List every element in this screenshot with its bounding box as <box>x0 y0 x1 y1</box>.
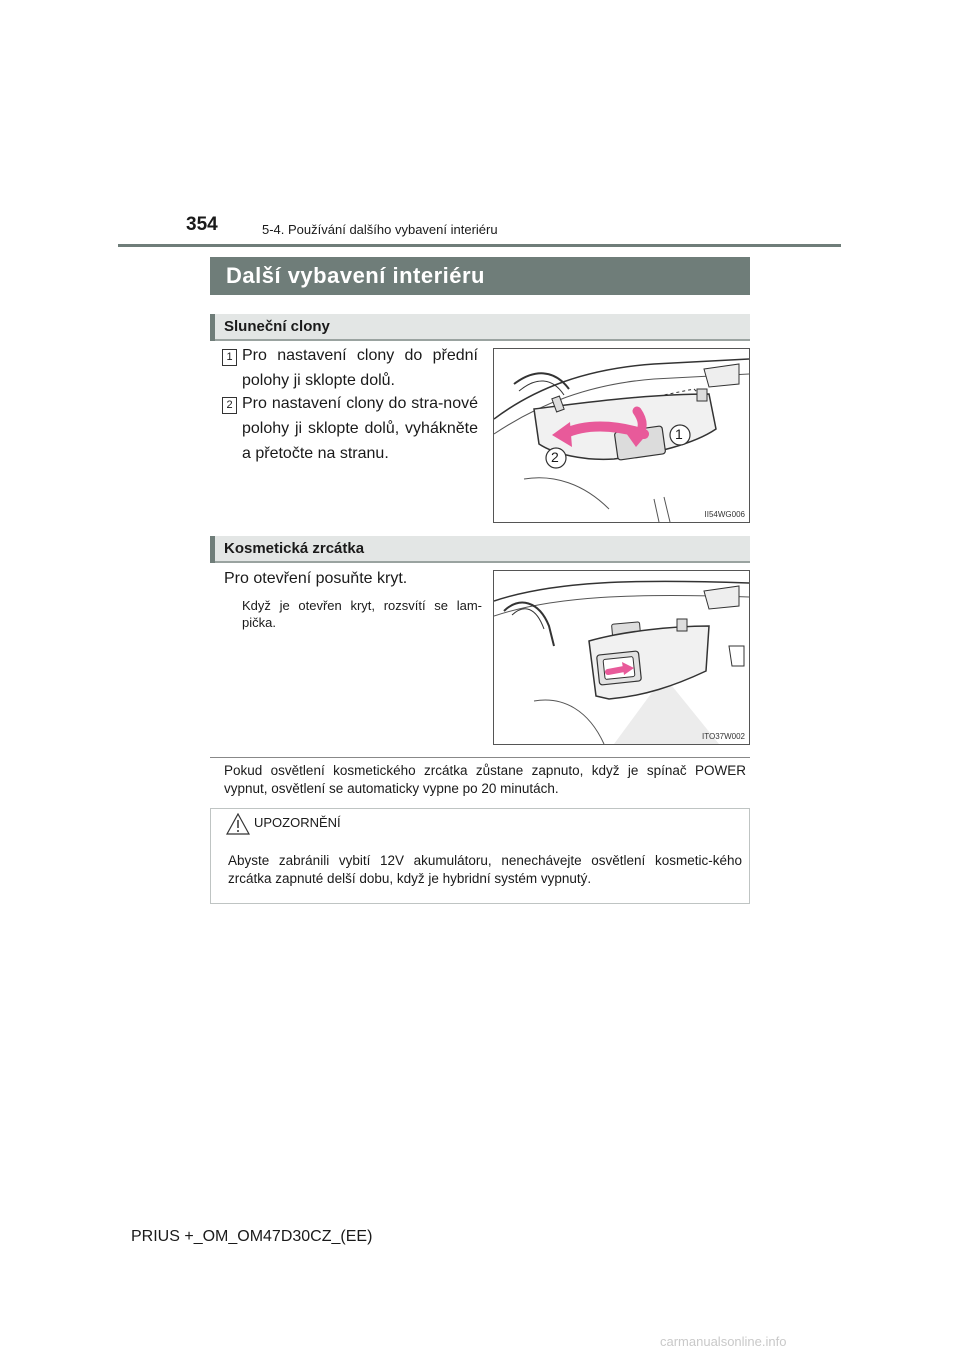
callout-2: 2 <box>551 449 559 465</box>
page-number: 354 <box>186 214 218 235</box>
vanity-mirrors-heading: Kosmetická zrcátka <box>224 540 365 557</box>
vanity-instruction: Pro otevření posuňte kryt. <box>224 570 408 587</box>
sun-visor-figure <box>493 348 750 523</box>
step-1-text: Pro nastavení clony do přední polohy ji sklopte dolů. <box>242 347 478 389</box>
vanity-mirrors-heading-stripe <box>210 536 215 563</box>
warning-triangle-icon <box>226 813 250 840</box>
step-1-number: 1 <box>222 349 237 366</box>
header-rule <box>118 244 841 247</box>
section-header: 5-4. Používání dalšího vybavení interiéru <box>262 222 498 237</box>
note-text: Pokud osvětlení kosmetického zrcátka zůstane zapnuto, když je spínač POWER vypnut, osvětlení se automaticky vypne po 20 minutách. <box>224 763 746 796</box>
vanity-mirror-illustration <box>494 571 749 744</box>
sun-visors-heading: Sluneční clony <box>224 318 330 335</box>
note-rule <box>210 757 750 758</box>
sun-visor-illustration <box>494 349 749 522</box>
footer-document-id: PRIUS +_OM_OM47D30CZ_(EE) <box>131 1228 373 1245</box>
watermark: carmanualsonline.info <box>660 1334 787 1349</box>
vanity-detail: Když je otevřen kryt, rozsvítí se lam-pička. <box>242 598 482 630</box>
warning-title: UPOZORNĚNÍ <box>254 815 341 830</box>
sun-visors-heading-stripe <box>210 314 215 341</box>
vanity-mirror-figure <box>493 570 750 745</box>
sun-visor-figure-code: II54WG006 <box>704 510 745 519</box>
main-title: Další vybavení interiéru <box>226 263 485 288</box>
warning-text: Abyste zabránili vybití 12V akumulátoru, nenechávejte osvětlení kosmetic-kého zrcátka zapnuté delší dobu, když je hybridní systém vypnutý. <box>228 853 742 886</box>
step-2-text: Pro nastavení clony do stra-nové polohy ji sklopte dolů, vyhákněte a přetočte na stranu. <box>242 395 478 462</box>
step-2-number: 2 <box>222 397 237 414</box>
callout-1: 1 <box>675 426 683 442</box>
vanity-mirror-figure-code: ITO37W002 <box>702 732 745 741</box>
